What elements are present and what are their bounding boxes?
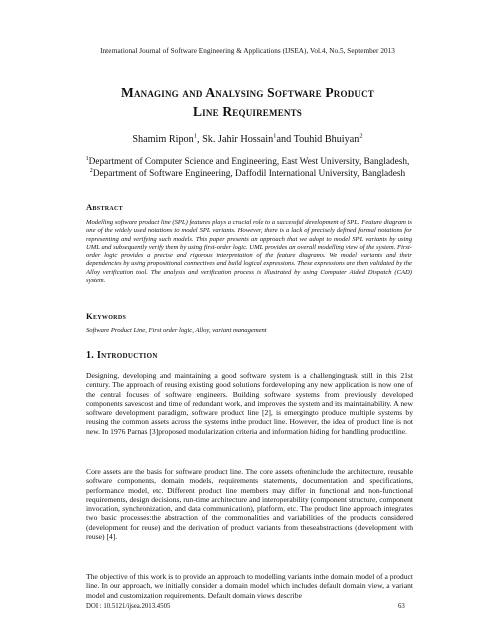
author-affiliation-mark: 1: [193, 132, 198, 140]
title-line-1: Managing and Analysing Software Product: [121, 85, 374, 100]
affiliation-text: Department of Computer Science and Engineering, East West University, Bangladesh,: [88, 157, 410, 167]
page-number: 63: [398, 603, 405, 610]
affiliation-text: Department of Software Engineering, Daffodil International University, Bangladesh: [92, 169, 406, 179]
keywords-heading: Keywords: [86, 311, 127, 321]
body-paragraph: Designing, developing and maintaining a good software system is a challengingtask still in this 21st century. The approach of reusing existing good solutions fordeveloping any new application is now one of the central focuses of software engineers. Building software systems from previously developed components savescost and time of redundant work, and improves the system and its maintainability. A new software development paradigm, software product line [2], is emergingto produce multiple systems by reusing the common assets across the systems inthe product line. However, the idea of product line is not new. In 1976 Parnas [3]proposed modularization criteria and information hiding for handling productline.: [86, 371, 413, 436]
affiliation-item: [40, 168, 455, 180]
paper-title: [40, 83, 455, 121]
affiliation-mark: 2: [89, 167, 93, 174]
author-separator: ,: [197, 134, 203, 145]
author-name: Touhid Bhuiyan: [293, 134, 360, 145]
footer-doi: DOI : 10.5121/ijsea.2013.4505: [86, 603, 171, 610]
body-paragraph: The objective of this work is to provide an approach to modelling variants inthe domain model of a product line. In our approach, we initially consider a domain model which includes default domain view, a variant model and customization requirements. Default domain views describe: [86, 572, 413, 600]
author-separator: and: [276, 134, 294, 145]
body-paragraph: Core assets are the basis for software product line. The core assets ofteninclude the architecture, reusable software components, domain models, requirements statements, documentation and specifications, performance model, etc. Different product line members may differ in functional and non-functional requirements, design decisions, run-time architecture and interoperability (component structure, component invocation, synchronization, and data communication), platform, etc. The product line approach integrates two basic processes:the abstraction of the commonalities and variabilities of the products considered (development for reuse) and the derivation of product variants from theseabstractions (development with reuse) [4].: [86, 467, 413, 541]
author-affiliation-mark: 2: [359, 132, 363, 140]
keywords-text: Software Product Line, First order logic, Alloy, variant management: [86, 327, 267, 334]
title-line-2: Line Requirements: [192, 104, 303, 119]
author-list: [40, 134, 455, 145]
author-name: Sk. Jahir Hossain: [202, 134, 274, 145]
affiliation-mark: 1: [85, 155, 89, 162]
abstract-text: Modelling software product line (SPL) features plays a crucial role to a successful development of SPL. Feature diagram is one of the widely used notations to model SPL variants. However, there is a lack of precisely defined formal notations for representing and verifying such models. This paper presents an approach that we adopt to model SPL variants by using UML and subsequently verify them by using first-order logic. UML provides an overall modelling view of the system. First-order logic provides a precise and rigorous interpretation of the feature diagrams. We model variants and their dependencies by using propositional connectives and build logical expressions. These expressions are then validated by the Alloy verification tool. The analysis and verification process is illustrated by using Computer Aided Dispatch (CAD) system.: [86, 219, 412, 284]
affiliation-item: [40, 156, 455, 168]
author-affiliation-mark: 1: [273, 132, 277, 140]
affiliation-list: [40, 156, 455, 180]
author-name: Shamim Ripon: [132, 134, 194, 145]
running-head: International Journal of Software Engineering & Applications (IJSEA), Vol.4, No.5, September 2013: [100, 47, 395, 55]
introduction-heading: 1. Introduction: [86, 350, 158, 361]
abstract-heading: Abstract: [86, 202, 123, 212]
